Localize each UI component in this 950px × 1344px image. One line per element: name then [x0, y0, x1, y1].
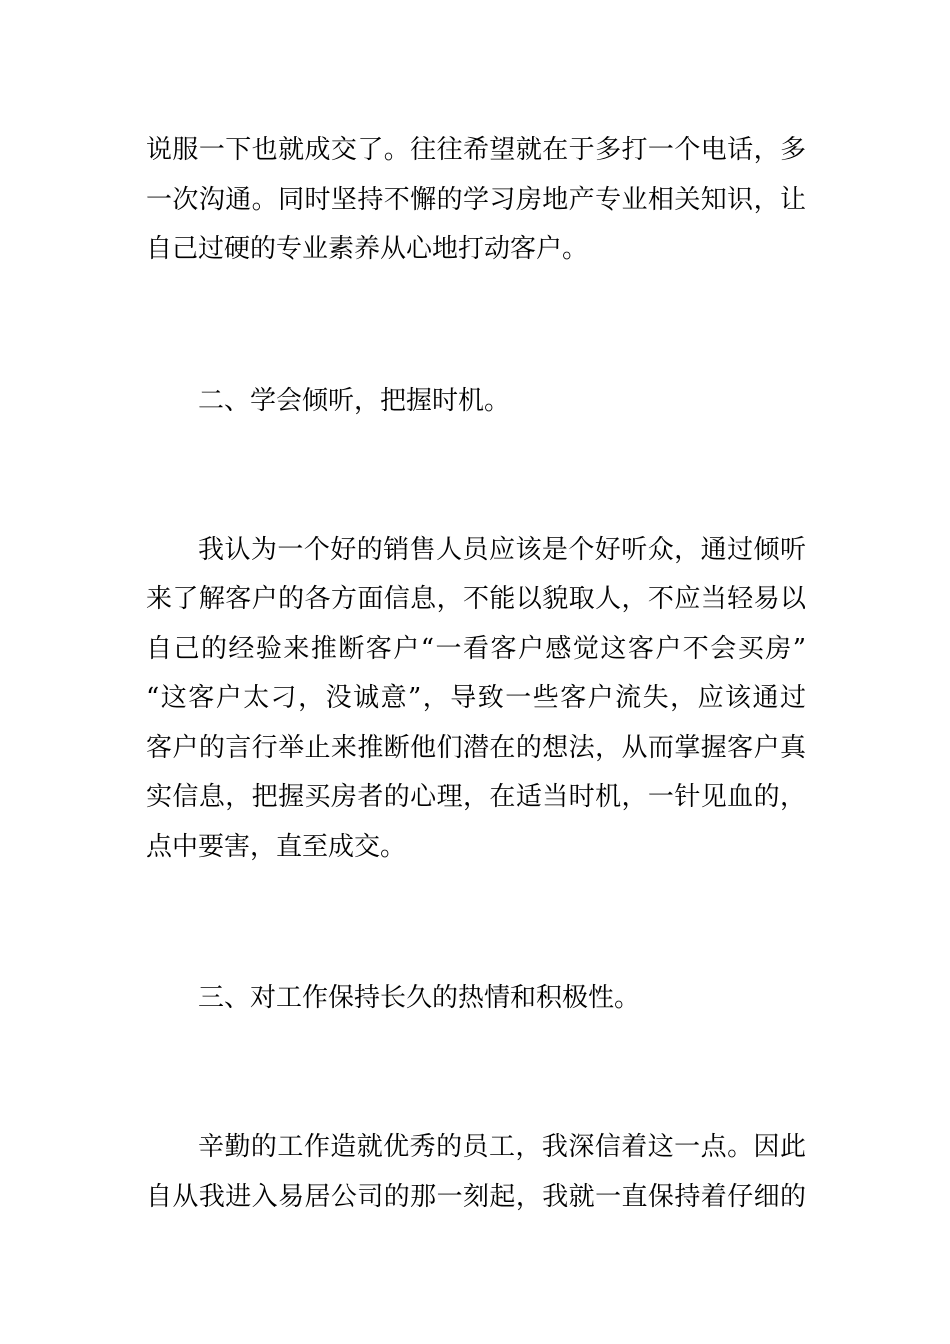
paragraph-2-line-4: “这客户太刁，没诚意”，导致一些客户流失，应该通过: [146, 683, 806, 713]
paragraph-1-line-2: 一次沟通。同时坚持不懈的学习房地产专业相关知识，让: [146, 185, 806, 215]
paragraph-2-line-5: 客户的言行举止来推断他们潜在的想法，从而掌握客户真: [146, 733, 806, 763]
paragraph-2-line-7: 点中要害，直至成交。: [146, 832, 407, 862]
paragraph-3-line-1: 辛勤的工作造就优秀的员工，我深信着这一点。因此: [198, 1132, 806, 1162]
section-heading-3: 三、对工作保持长久的热情和积极性。: [198, 983, 641, 1013]
paragraph-2-line-3: 自己的经验来推断客户“一看客户感觉这客户不会买房”: [146, 634, 806, 664]
section-heading-2: 二、学会倾听，把握时机。: [198, 386, 511, 416]
paragraph-1-line-1: 说服一下也就成交了。往往希望就在于多打一个电话，多: [146, 135, 806, 165]
paragraph-2-line-2: 来了解客户的各方面信息，不能以貌取人，不应当轻易以: [146, 584, 806, 614]
paragraph-2-line-6: 实信息，把握买房者的心理，在适当时机，一针见血的，: [146, 782, 806, 812]
paragraph-3-line-2: 自从我进入易居公司的那一刻起，我就一直保持着仔细的: [146, 1182, 806, 1212]
paragraph-2-line-1: 我认为一个好的销售人员应该是个好听众，通过倾听: [198, 535, 806, 565]
paragraph-1-line-3: 自己过硬的专业素养从心地打动客户。: [146, 234, 589, 264]
